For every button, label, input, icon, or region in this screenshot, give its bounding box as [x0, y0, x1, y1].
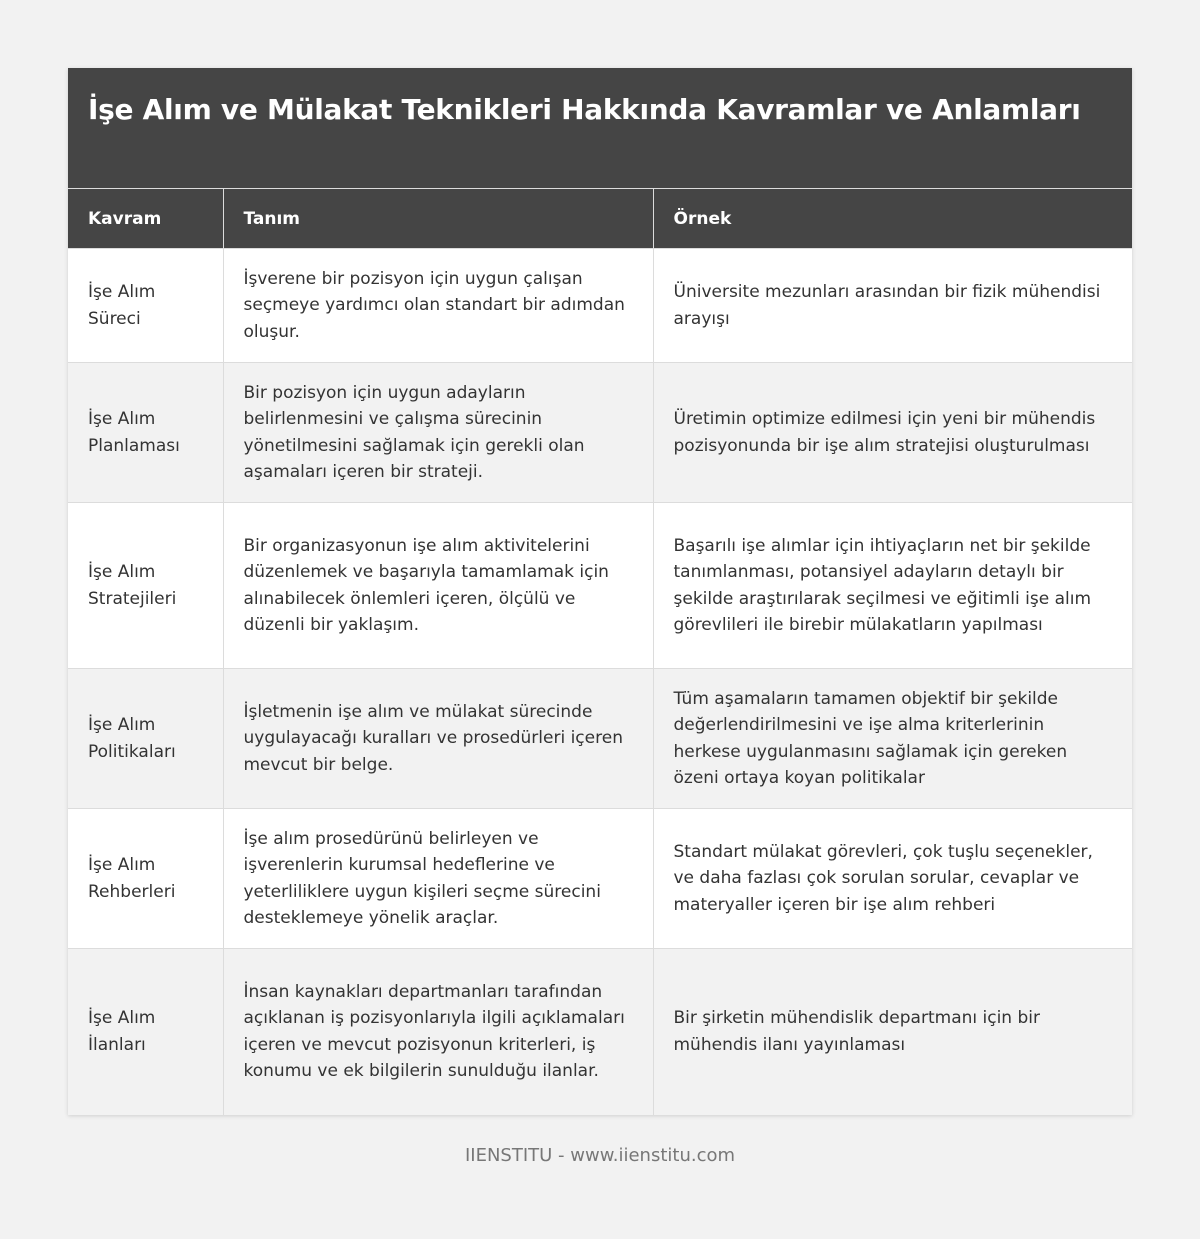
- page-title: İşe Alım ve Mülakat Teknikleri Hakkında Kavramlar ve Anlamları: [68, 68, 1132, 188]
- cell-tanim: Bir organizasyonun işe alım aktivitelerini düzenlemek ve başarıyla tamamlamak için alınabilecek önlemleri içeren, ölçülü ve düzenli bir yaklaşım.: [223, 503, 653, 669]
- table-row: [68, 249, 1132, 363]
- table-header-row: [68, 189, 1132, 249]
- cell-kavram: İşe Alım Rehberleri: [68, 809, 223, 949]
- cell-ornek: Üniversite mezunları arasından bir fizik mühendisi arayışı: [653, 249, 1132, 363]
- cell-kavram: İşe Alım İlanları: [68, 949, 223, 1115]
- cell-ornek: Üretimin optimize edilmesi için yeni bir mühendis pozisyonunda bir işe alım stratejisi oluşturulması: [653, 363, 1132, 503]
- cell-tanim: İşverene bir pozisyon için uygun çalışan seçmeye yardımcı olan standart bir adımdan oluşur.: [223, 249, 653, 363]
- table-row: [68, 669, 1132, 809]
- table-row: [68, 809, 1132, 949]
- cell-ornek: Tüm aşamaların tamamen objektif bir şekilde değerlendirilmesini ve işe alma kriterlerinin herkese uygulanmasını sağlamak için gereken özeni ortaya koyan politikalar: [653, 669, 1132, 809]
- table-row: [68, 363, 1132, 503]
- cell-tanim: İşe alım prosedürünü belirleyen ve işverenlerin kurumsal hedeflerine ve yeterliliklere uygun kişileri seçme sürecini desteklemeye yönelik araçlar.: [223, 809, 653, 949]
- footer-credit: IIENSTITU - www.iienstitu.com: [464, 1145, 736, 1166]
- concepts-card: [68, 68, 1132, 1115]
- concepts-table: [68, 188, 1132, 1115]
- cell-kavram: İşe Alım Stratejileri: [68, 503, 223, 669]
- cell-ornek: Bir şirketin mühendislik departmanı için bir mühendis ilanı yayınlaması: [653, 949, 1132, 1115]
- column-header-tanim: Tanım: [223, 189, 653, 249]
- cell-tanim: İşletmenin işe alım ve mülakat sürecinde uygulayacağı kuralları ve prosedürleri içeren mevcut bir belge.: [223, 669, 653, 809]
- cell-ornek: Standart mülakat görevleri, çok tuşlu seçenekler, ve daha fazlası çok sorulan sorular, cevaplar ve materyaller içeren bir işe alım rehberi: [653, 809, 1132, 949]
- cell-tanim: İnsan kaynakları departmanları tarafından açıklanan iş pozisyonlarıyla ilgili açıklamaları içeren ve mevcut pozisyonun kriterleri, iş konumu ve ek bilgilerin sunulduğu ilanlar.: [223, 949, 653, 1115]
- cell-ornek: Başarılı işe alımlar için ihtiyaçların net bir şekilde tanımlanması, potansiyel adayların detaylı bir şekilde araştırılarak seçilmesi ve eğitimli işe alım görevlileri ile birebir mülakatların yapılması: [653, 503, 1132, 669]
- cell-tanim: Bir pozisyon için uygun adayların belirlenmesini ve çalışma sürecinin yönetilmesini sağlamak için gerekli olan aşamaları içeren bir strateji.: [223, 363, 653, 503]
- column-header-ornek: Örnek: [653, 189, 1132, 249]
- cell-kavram: İşe Alım Süreci: [68, 249, 223, 363]
- column-header-kavram: Kavram: [68, 189, 223, 249]
- table-row: [68, 503, 1132, 669]
- cell-kavram: İşe Alım Politikaları: [68, 669, 223, 809]
- table-row: [68, 949, 1132, 1115]
- cell-kavram: İşe Alım Planlaması: [68, 363, 223, 503]
